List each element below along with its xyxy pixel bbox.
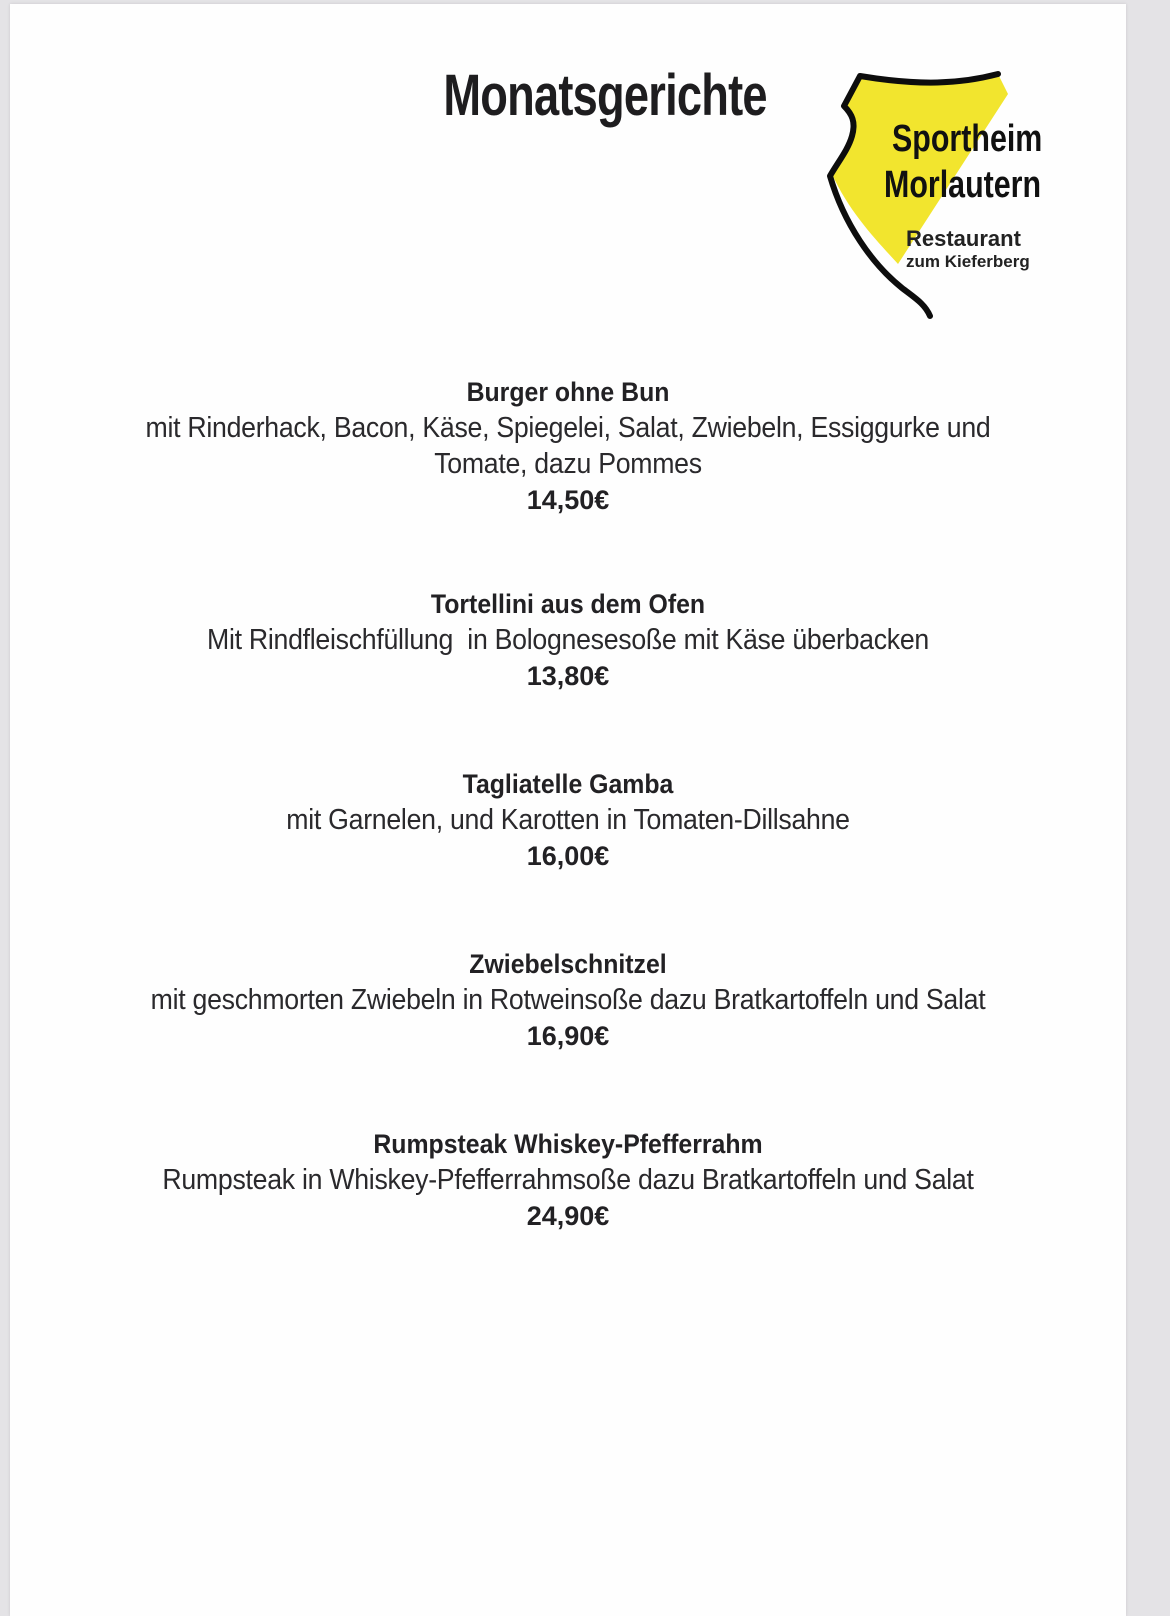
dish-name: Zwiebelschnitzel: [469, 949, 667, 979]
logo-subtitle-line1: Restaurant: [906, 226, 1021, 251]
menu-item: [10, 946, 1126, 1054]
dish-price: 16,90€: [526, 1021, 610, 1051]
dish-name: Burger ohne Bun: [466, 377, 670, 407]
logo-name-line2: Morlautern: [884, 164, 1042, 206]
menu-item: [10, 766, 1126, 874]
page-title: Monatsgerichte: [443, 63, 767, 128]
logo-subtitle-line2: zum Kieferberg: [906, 252, 1030, 271]
logo-name-line1: Sportheim: [892, 118, 1043, 160]
dish-price: 24,90€: [526, 1201, 610, 1231]
dish-description: Mit Rindfleischfüllung in Bolognesesoße mit Käse überbacken: [207, 624, 929, 656]
menu-item: [10, 1126, 1126, 1234]
menu-item: [10, 586, 1126, 694]
menu-item: [10, 374, 1126, 518]
dish-description: mit geschmorten Zwiebeln in Rotweinsoße dazu Bratkartoffeln und Salat: [150, 984, 986, 1016]
dish-description: Rumpsteak in Whiskey-Pfefferrahmsoße dazu Bratkartoffeln und Salat: [162, 1164, 974, 1196]
menu-page: [10, 4, 1126, 1616]
dish-description: mit Garnelen, und Karotten in Tomaten-Dillsahne: [286, 804, 850, 836]
dish-name: Rumpsteak Whiskey-Pfefferrahm: [373, 1129, 763, 1159]
dish-name: Tortellini aus dem Ofen: [430, 589, 706, 619]
dish-description: mit Rinderhack, Bacon, Käse, Spiegelei, Salat, Zwiebeln, Essiggurke und Tomate, dazu Pommes: [145, 412, 998, 480]
dish-name: Tagliatelle Gamba: [462, 769, 674, 799]
restaurant-logo: [810, 64, 1090, 334]
dish-price: 13,80€: [526, 661, 610, 691]
dish-price: 16,00€: [526, 841, 610, 871]
dish-price: 14,50€: [526, 485, 610, 515]
